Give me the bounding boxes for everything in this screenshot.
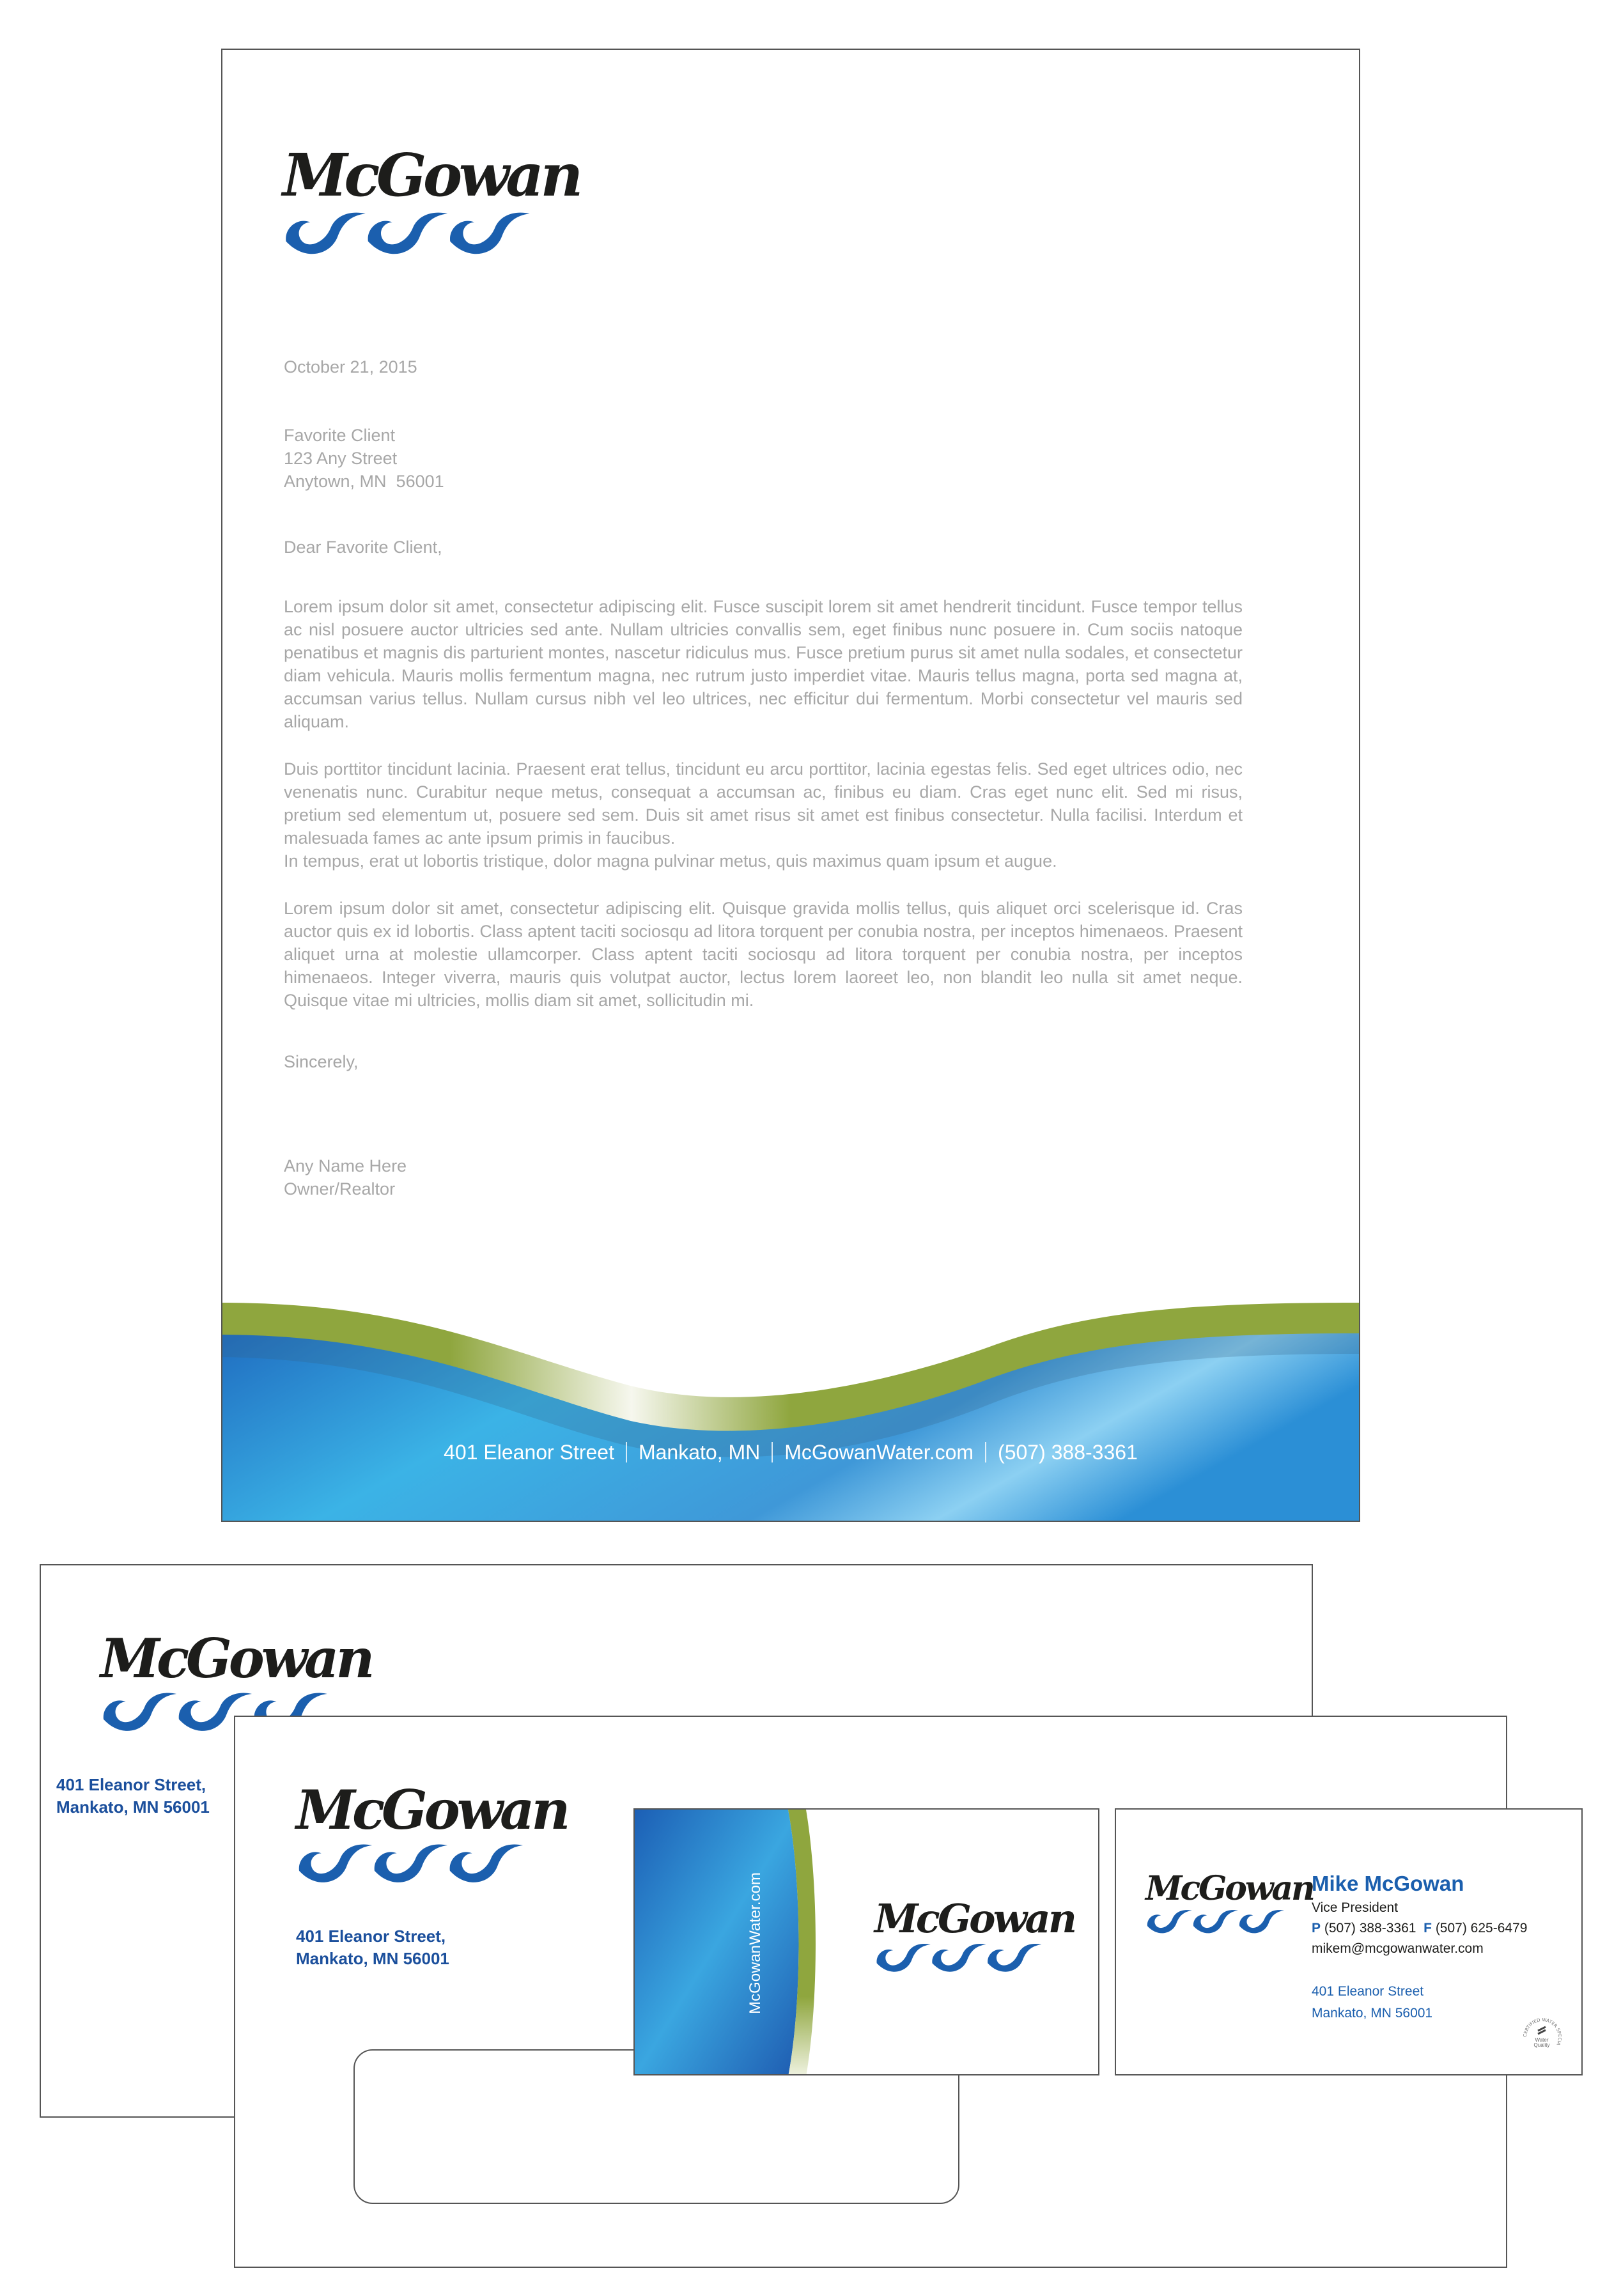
- letterhead: [221, 49, 1360, 1522]
- letterhead-footer: [222, 1303, 1359, 1521]
- divider: [626, 1442, 627, 1462]
- logo-wordmark: McGowan: [283, 141, 580, 210]
- envelope-front-logo: [296, 1778, 568, 1893]
- address-city: Mankato, MN 56001: [1312, 2006, 1433, 2021]
- contact-email: mikem@mcgowanwater.com: [1312, 1941, 1484, 1956]
- business-card-front: [1115, 1808, 1583, 2075]
- address-street: 401 Eleanor Street,: [56, 1775, 206, 1794]
- recipient-block: [284, 424, 444, 493]
- address-city: Mankato, MN 56001: [296, 1949, 449, 1968]
- address-city: Mankato, MN 56001: [56, 1797, 210, 1817]
- logo-wordmark: McGowan: [1145, 1869, 1314, 1908]
- fax-label: F: [1423, 1921, 1432, 1935]
- waves-icon: [1145, 1905, 1286, 1940]
- letter-date: October 21, 2015: [284, 357, 417, 376]
- contact-name: Mike McGowan: [1312, 1872, 1464, 1895]
- contact-address: [1312, 1981, 1527, 2024]
- badge-line1: Water: [1535, 2037, 1549, 2043]
- logo-wordmark: McGowan: [296, 1778, 568, 1842]
- recipient-street: 123 Any Street: [284, 449, 398, 468]
- signer-name: Any Name Here: [284, 1156, 407, 1175]
- contact-block: [1312, 1870, 1527, 2024]
- waves-icon: [874, 1939, 1044, 1980]
- recipient-name: Favorite Client: [284, 426, 396, 445]
- footer-wave-graphic: [222, 1303, 1359, 1521]
- business-card-back: [633, 1808, 1099, 2075]
- footer-city: Mankato, MN: [638, 1441, 761, 1464]
- letterhead-logo: [283, 141, 580, 266]
- paragraph-2: [284, 757, 1243, 873]
- contact-title: Vice President: [1312, 1900, 1399, 1915]
- phone-label: P: [1312, 1921, 1321, 1935]
- card-website: McGowanWater.com: [747, 1872, 764, 2014]
- certified-seal-icon: [1520, 2013, 1565, 2058]
- signer-title: Owner/Realtor: [284, 1179, 396, 1198]
- paragraph-2-tail: In tempus, erat ut lobortis tristique, dolor magna pulvinar metus, quis maximus quam ipsum et augue.: [284, 851, 1057, 871]
- logo-wordmark: McGowan: [874, 1895, 1075, 1942]
- certified-badge: [1520, 2013, 1565, 2058]
- divider: [772, 1442, 773, 1462]
- phone-number: (507) 388-3361: [1324, 1921, 1416, 1935]
- envelope-front-address: [296, 1925, 449, 1970]
- address-street: 401 Eleanor Street,: [296, 1927, 446, 1946]
- waves-icon: [296, 1837, 526, 1893]
- contact-phones: [1312, 1918, 1527, 1939]
- footer-phone: (507) 388-3361: [998, 1441, 1138, 1464]
- card-back-logo: [874, 1895, 1075, 1980]
- envelope-back-address: [56, 1774, 210, 1819]
- salutation: Dear Favorite Client,: [284, 538, 442, 557]
- logo-wordmark: McGowan: [100, 1627, 372, 1690]
- recipient-city: Anytown, MN 56001: [284, 472, 444, 491]
- footer-website: McGowanWater.com: [784, 1441, 974, 1464]
- fax-number: (507) 625-6479: [1435, 1921, 1528, 1935]
- paragraph-2-text: Duis porttitor tincidunt lacinia. Praesent erat tellus, tincidunt eu arcu porttitor, lacinia egestas felis. Sed eget ultrices odio, nec venenatis nunc. Curabitur neque metus, consequat a accumsan ac, finibus eu diam. Cras eget nunc elit. Sed mi risus, pretium sed elementum ut, posuere sed sem. Duis sit amet risus sit amet est finibus consectetur. Nulla facilisi. Interdum et malesuada fames ac ante ipsum primis in faucibus.: [284, 759, 1243, 848]
- divider: [985, 1442, 986, 1462]
- paragraph-3: Lorem ipsum dolor sit amet, consectetur adipiscing elit. Quisque gravida mollis tellus, quis aliquet orci scelerisque id. Cras auctor quis ex id lobortis. Class aptent taciti sociosqu ad litora torquent per conubia nostra, per inceptos himenaeos. Praesent aliquet urna at molestie ullamcorper. Class aptent taciti sociosqu ad litora torquent per conubia nostra, per inceptos himenaeos. Integer viverra, mauris quis volutpat auctor, lectus lorem laoreet leo, non blandit leo nulla sit amet neque. Quisque vitae mi ultricies, mollis diam sit amet, sollicitudin mi.: [284, 899, 1243, 1010]
- signature-block: [284, 1154, 407, 1200]
- address-street: 401 Eleanor Street: [1312, 1984, 1424, 1999]
- paragraph-1: Lorem ipsum dolor sit amet, consectetur adipiscing elit. Fusce suscipit lorem sit amet hendrerit tincidunt. Fusce tempor tellus ac nisl posuere auctor ultricies sed ante. Nullam ultricies convallis sem, eget finibus nunc posuere in. Cum sociis natoque penatibus et magnis dis parturient montes, nascetur ridiculus mus. Fusce pretium purus sit amet nulla sodales, et consectetur diam vehicula. Mauris mollis fermentum magna, nec rutrum justo imperdiet vitae. Mauris tellus magna, porta sed magna at, accumsan varius tellus. Nullam cursus nibh vel leo ultrices, nec efficitur dui fermentum. Morbi consectetur vel mauris sed aliquam.: [284, 597, 1243, 731]
- closing: Sincerely,: [284, 1052, 359, 1071]
- card-front-logo: [1145, 1869, 1314, 1940]
- footer-contact: [222, 1441, 1359, 1464]
- waves-icon: [283, 205, 533, 266]
- footer-street: 401 Eleanor Street: [444, 1441, 614, 1464]
- badge-arc-text: CERTIFIED WATER SPECIA: [1522, 2017, 1563, 2046]
- badge-line2: Quality: [1533, 2042, 1550, 2048]
